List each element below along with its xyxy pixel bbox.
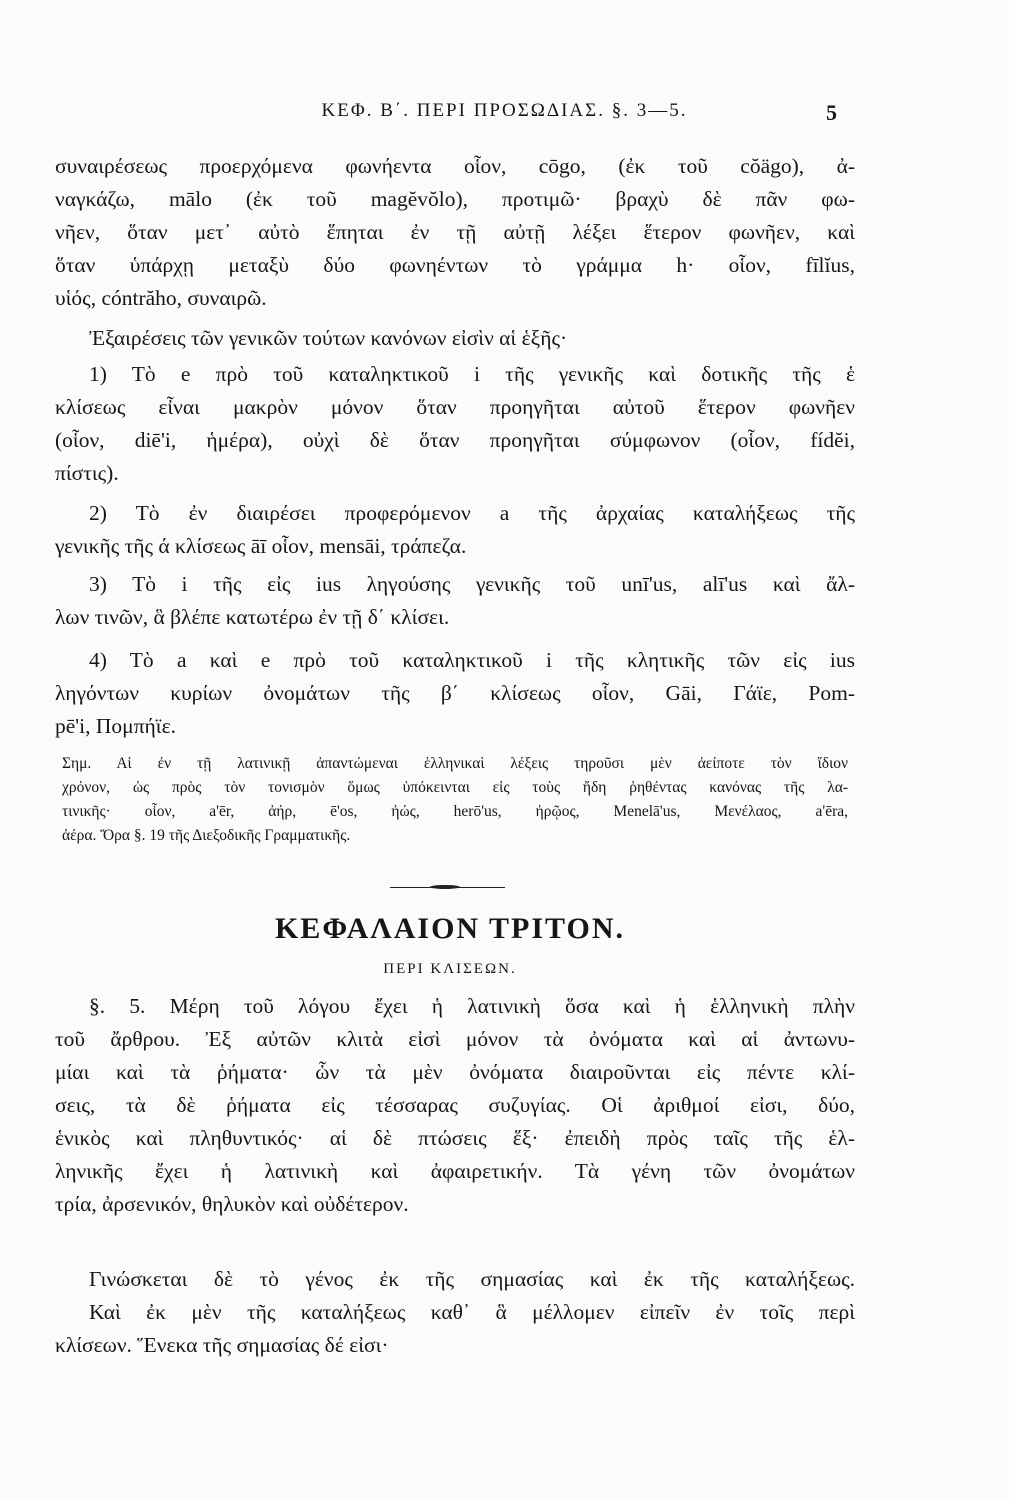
- text-line: Γινώσκεται δὲ τὸ γένος ἐκ τῆς σημασίας καὶ ἐκ τῆς καταλήξεως.: [89, 1267, 855, 1291]
- exceptions-intro: [55, 322, 855, 355]
- rule-3: [55, 568, 855, 634]
- text-line: συναιρέσεως προερχόμενα φωνήεντα οἷον, cōgo, (ἐκ τοῦ cŏägo), ἀ-: [55, 154, 855, 178]
- text-line: Καὶ ἐκ μὲν τῆς καταλήξεως καθ᾽ ἃ μέλλομεν εἰπεῖν ἐν τοῖς περὶ: [89, 1300, 855, 1324]
- text-line: κλίσεων. Ἕνεκα τῆς σημασίας δέ εἰσι·: [55, 1333, 389, 1357]
- rule-4: [55, 644, 855, 743]
- running-head: ΚΕΦ. Β΄. ΠΕΡΙ ΠΡΟΣΩΔΙΑΣ. §. 3—5.: [321, 100, 688, 121]
- note-line: χρόνον, ὡς πρὸς τὸν τονισμὸν ὅμως ὑπόκεινται εἰς τοὺς ἤδη ῥηθέντας κανόνας τῆς λα-: [62, 779, 848, 796]
- text-line: (οἷον, diē'i, ἡμέρα), οὐχὶ δὲ ὅταν προηγῆται σύμφωνον (οἷον, fídĕi,: [55, 428, 855, 452]
- ornamental-rule: [390, 887, 505, 888]
- text-line: τρία, ἀρσενικόν, θηλυκὸν καὶ οὐδέτερον.: [55, 1192, 409, 1216]
- chapter-subtitle: ΠΕΡΙ ΚΛΙΣΕΩΝ.: [383, 961, 517, 977]
- text-line: τοῦ ἄρθρου. Ἐξ αὐτῶν κλιτὰ εἰσὶ μόνον τὰ ὀνόματα καὶ αἱ ἀντωνυ-: [55, 1027, 855, 1051]
- text-line: γενικῆς τῆς ά κλίσεως āī οἷον, mensāi, τράπεζα.: [55, 534, 467, 558]
- text-line: 1) Τὸ e πρὸ τοῦ καταληκτικοῦ i τῆς γενικῆς καὶ δοτικῆς τῆς ἑ: [89, 362, 855, 386]
- text-line: υἱός, cóntrăho, συναιρῶ.: [55, 286, 267, 310]
- text-line: pē'i, Πομπήϊε.: [55, 714, 176, 738]
- chapter-title: ΚΕΦΑΛΑΙΟΝ ΤΡΙΤΟΝ.: [274, 912, 626, 945]
- text-line: νῆεν, ὅταν μετ᾽ αὐτὸ ἕπηται ἐν τῇ αὐτῇ λέξει ἕτερον φωνῆεν, καὶ: [55, 220, 855, 244]
- gender-paragraph: [55, 1263, 855, 1362]
- text-line: ληγόντων κυρίων ὀνομάτων τῆς β΄ κλίσεως οἷον, Gāi, Γάϊε, Pom-: [55, 681, 855, 705]
- text-line: §. 5. Μέρη τοῦ λόγου ἔχει ἡ λατινικὴ ὅσα καὶ ἡ ἑλληνικὴ πλὴν: [89, 994, 855, 1018]
- text-line: σεις, τὰ δὲ ῥήματα εἰς τέσσαρας συζυγίας. Οἱ ἀριθμοί εἰσι, δύο,: [55, 1093, 855, 1117]
- text-line: ναγκάζω, mālo (ἐκ τοῦ magĕvŏlo), προτιμῶ· βραχὺ δὲ πᾶν φω-: [55, 187, 855, 211]
- text-line: ληνικῆς ἔχει ἡ λατινικὴ καὶ ἀφαιρετικήν. Τὰ γένη τῶν ὀνομάτων: [55, 1159, 855, 1183]
- rule-1: [55, 358, 855, 490]
- note-line: ἀέρα. Ὅρα §. 19 τῆς Διεξοδικῆς Γραμματικῆς.: [62, 827, 351, 844]
- text-line: λων τινῶν, ἃ βλέπε κατωτέρω ἐν τῇ δ΄ κλίσει.: [55, 605, 450, 629]
- text-line: 4) Τὸ a καὶ e πρὸ τοῦ καταληκτικοῦ i τῆς κλητικῆς τῶν εἰς ius: [89, 648, 855, 672]
- text-line: πίστις).: [55, 461, 119, 485]
- text-line: 3) Τὸ i τῆς εἰς ius ληγούσης γενικῆς τοῦ unī'us, alī'us καὶ ἄλ-: [89, 572, 855, 596]
- note: [62, 752, 848, 848]
- page-number: 5: [826, 100, 837, 125]
- text-line: ἑνικὸς καὶ πληθυντικός· αἱ δὲ πτώσεις ἕξ· ἐπειδὴ πρὸς ταῖς τῆς ἑλ-: [55, 1126, 855, 1150]
- text-line: κλίσεως εἶναι μακρὸν μόνον ὅταν προηγῆται αὐτοῦ ἕτερον φωνῆεν: [55, 395, 855, 419]
- text-line: Ἐξαιρέσεις τῶν γενικῶν τούτων κανόνων εἰσὶν αἱ ἑξῆς·: [89, 326, 568, 350]
- note-line: Σημ. Αἱ ἐν τῇ λατινικῇ ἀπαντώμεναι ἑλληνικαὶ λέξεις τηροῦσι μὲν ἀείποτε τὸν ἴδιον: [62, 755, 848, 772]
- text-line: ὅταν ὑπάρχῃ μεταξὺ δύο φωνηέντων τὸ γράμμα h· οἷον, fīlĭus,: [55, 253, 855, 277]
- rule-2: [55, 497, 855, 563]
- section-5: [55, 990, 855, 1221]
- continuation-paragraph: [55, 150, 855, 315]
- text-line: 2) Τὸ ἐν διαιρέσει προφερόμενον a τῆς ἀρχαίας καταλήξεως τῆς: [89, 501, 855, 525]
- note-line: τινικῆς· οἷον, a'ēr, ἀήρ, ē'os, ἠώς, herō'us, ἡρῷος, Menelā'us, Μενέλαος, a'ēra,: [62, 803, 848, 820]
- text-line: μίαι καὶ τὰ ῥήματα· ὧν τὰ μὲν ὀνόματα διαιροῦνται εἰς πέντε κλί-: [55, 1060, 855, 1084]
